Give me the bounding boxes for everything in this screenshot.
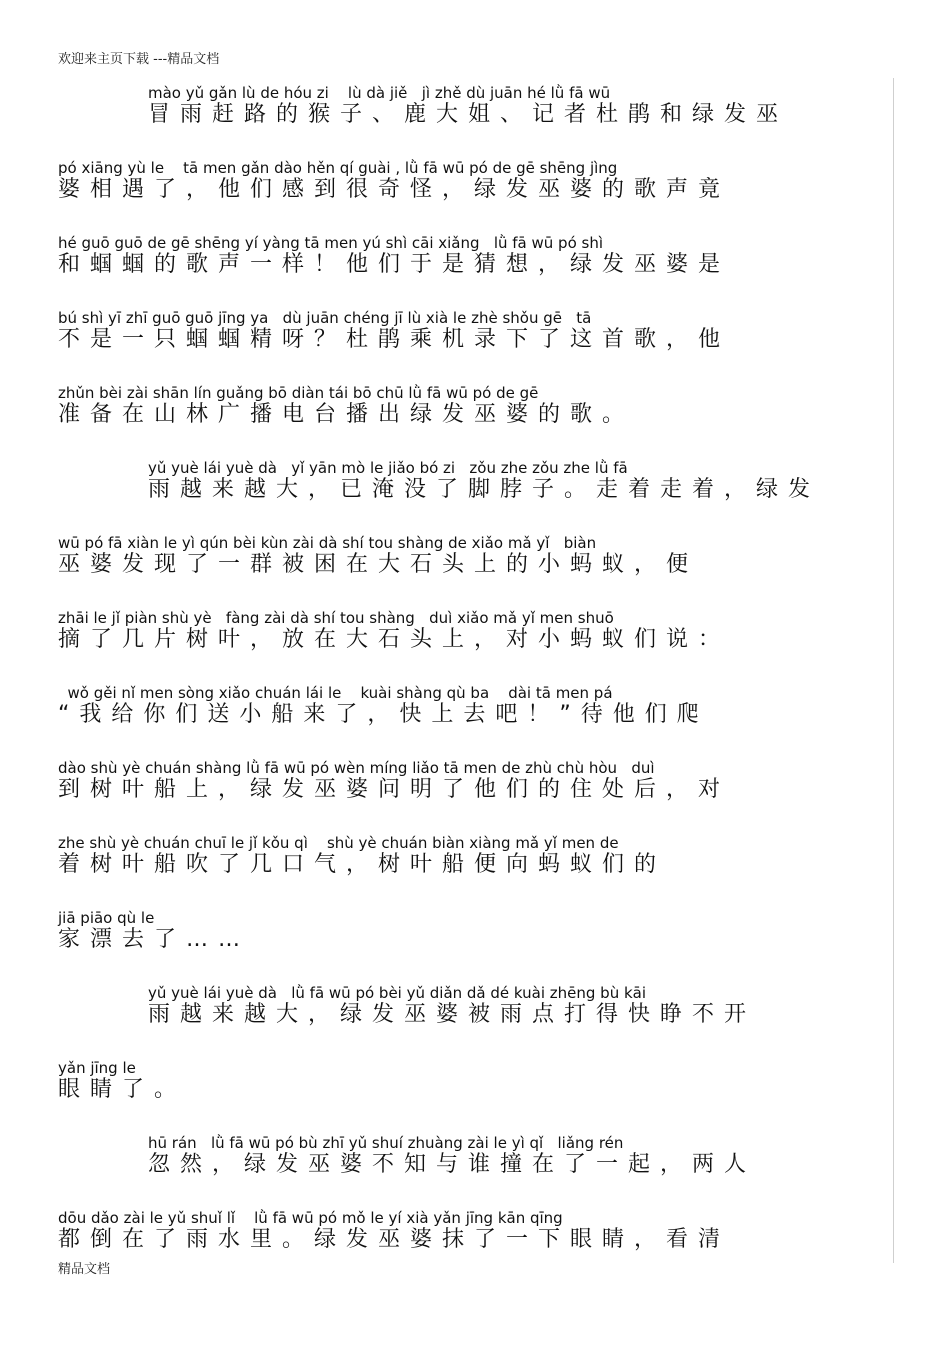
hanzi-line: 巫婆发现了一群被困在大石头上的小蚂蚁，便	[58, 552, 699, 577]
pinyin-line: mào yǔ gǎn lù de hóu zi lù dà jiě jì zhě dù juān hé lǜ fā wū	[148, 84, 611, 102]
pinyin-line: dào shù yè chuán shàng lǜ fā wū pó wèn míng liǎo tā men de zhù chù hòu duì	[58, 759, 655, 777]
hanzi-line: 婆相遇了，他们感到很奇怪，绿发巫婆的歌声竟	[58, 177, 731, 202]
hanzi-line: 着树叶船吹了几口气，树叶船便向蚂蚁们的	[58, 852, 667, 877]
text-line-1	[148, 84, 898, 128]
hanzi-line: 都倒在了雨水里。绿发巫婆抹了一下眼睛，看清	[58, 1227, 731, 1252]
text-line-13	[148, 984, 898, 1028]
pinyin-line: zhǔn bèi zài shān lín guǎng bō diàn tái bō chū lǜ fā wū pó de gē	[58, 384, 539, 402]
text-line-8	[58, 609, 898, 653]
text-line-9	[58, 684, 898, 728]
hanzi-line: 和蝈蝈的歌声一样！他们于是猜想，绿发巫婆是	[58, 252, 731, 277]
hanzi-line: 雨越来越大，已淹没了脚脖子。走着走着，绿发	[148, 477, 821, 502]
hanzi-line: 摘了几片树叶，放在大石头上，对小蚂蚁们说：	[58, 627, 731, 652]
pinyin-line: wū pó fā xiàn le yì qún bèi kùn zài dà shí tou shàng de xiǎo mǎ yǐ biàn	[58, 534, 597, 552]
hanzi-line: 雨越来越大，绿发巫婆被雨点打得快睁不开	[148, 1002, 757, 1027]
pinyin-line: yǔ yuè lái yuè dà yǐ yān mò le jiǎo bó zi zǒu zhe zǒu zhe lǜ fā	[148, 459, 628, 477]
pinyin-line: dōu dǎo zài le yǔ shuǐ lǐ lǜ fā wū pó mǒ le yí xià yǎn jīng kān qīng	[58, 1209, 563, 1227]
hanzi-line: 忽然，绿发巫婆不知与谁撞在了一起，两人	[148, 1152, 757, 1177]
pinyin-line: bú shì yī zhī guō guō jīng ya dù juān chéng jī lù xià le zhè shǒu gē tā	[58, 309, 592, 327]
pinyin-line: hū rán lǜ fā wū pó bù zhī yǔ shuí zhuàng zài le yì qǐ liǎng rén	[148, 1134, 624, 1152]
hanzi-line: 家漂去了……	[58, 927, 251, 952]
text-line-7	[58, 534, 898, 578]
text-line-15	[148, 1134, 898, 1178]
hanzi-line: “我给你们送小船来了，快上去吧！”待他们爬	[58, 702, 709, 727]
text-line-4	[58, 309, 898, 353]
hanzi-line: 不是一只蝈蝈精呀？杜鹃乘机录下了这首歌，他	[58, 327, 731, 352]
text-line-11	[58, 834, 898, 878]
text-line-2	[58, 159, 898, 203]
text-line-14	[58, 1059, 898, 1103]
pinyin-line: jiā piāo qù le	[58, 909, 155, 927]
text-line-12	[58, 909, 898, 953]
pinyin-line: zhe shù yè chuán chuī le jǐ kǒu qì shù yè chuán biàn xiàng mǎ yǐ men de	[58, 834, 619, 852]
pinyin-line: yǎn jīng le	[58, 1059, 136, 1077]
pinyin-line: hé guō guō de gē shēng yí yàng tā men yú shì cāi xiǎng lǜ fā wū pó shì	[58, 234, 604, 252]
pinyin-line: zhāi le jǐ piàn shù yè fàng zài dà shí tou shàng duì xiǎo mǎ yǐ men shuō	[58, 609, 614, 627]
pinyin-line: yǔ yuè lái yuè dà lǜ fā wū pó bèi yǔ diǎn dǎ dé kuài zhēng bù kāi	[148, 984, 647, 1002]
hanzi-line: 眼睛了。	[58, 1077, 187, 1102]
text-line-5	[58, 384, 898, 428]
hanzi-line: 到树叶船上，绿发巫婆问明了他们的住处后，对	[58, 777, 731, 802]
text-line-6	[148, 459, 898, 503]
page-header: 欢迎来主页下载 ---精品文档	[58, 52, 220, 67]
pinyin-line: wǒ gěi nǐ men sòng xiǎo chuán lái le kuài shàng qù ba dài tā men pá	[58, 684, 613, 702]
text-line-3	[58, 234, 898, 278]
pinyin-line: pó xiāng yù le tā men gǎn dào hěn qí guài , lǜ fā wū pó de gē shēng jìng	[58, 159, 618, 177]
hanzi-line: 准备在山林广播电台播出绿发巫婆的歌。	[58, 402, 635, 427]
text-line-10	[58, 759, 898, 803]
page-footer: 精品文档	[58, 1262, 111, 1277]
hanzi-line: 冒雨赶路的猴子、鹿大姐、记者杜鹃和绿发巫	[148, 102, 789, 127]
text-line-16	[58, 1209, 898, 1253]
